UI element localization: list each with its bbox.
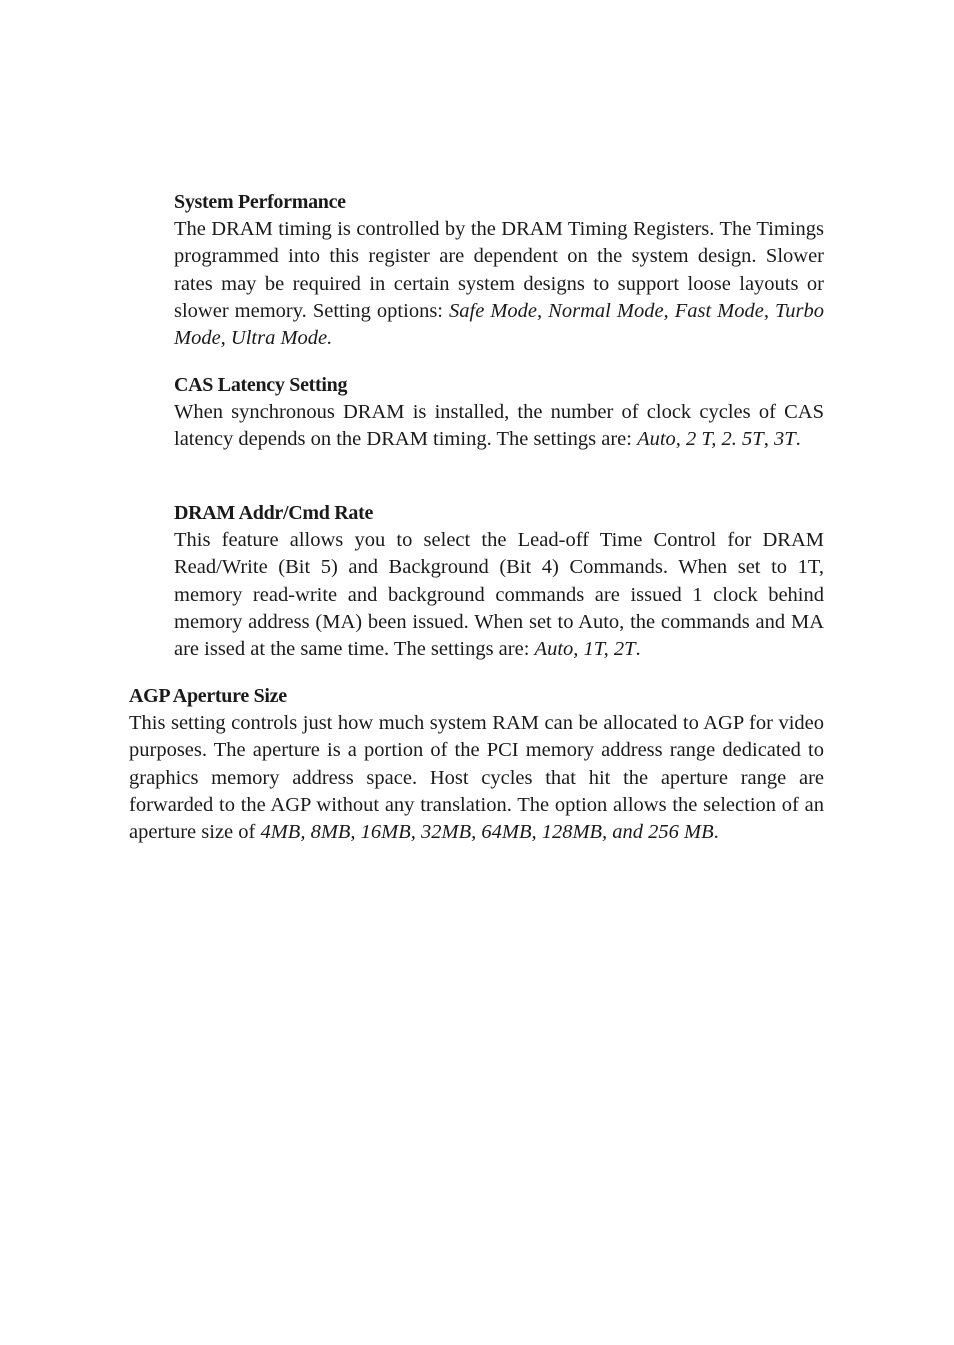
section-body xyxy=(174,527,824,663)
section-heading: System Performance xyxy=(174,191,346,213)
section-heading: AGP Aperture Size xyxy=(129,685,287,707)
section-heading: CAS Latency Setting xyxy=(174,374,348,396)
section-cas-latency xyxy=(174,372,824,454)
sentence-end: . xyxy=(795,428,801,451)
section-body xyxy=(174,399,824,454)
sentence-end: . xyxy=(635,638,641,661)
setting-options-tail: 3T xyxy=(773,428,796,451)
sentence-end: . xyxy=(713,821,719,844)
section-text: When synchronous DRAM is installed, the number of clock cycles of CAS latency depends on the DRAM timing. The settings are: xyxy=(174,401,824,451)
section-agp-aperture-size xyxy=(129,683,824,846)
setting-options: Auto, 2 T, 2. 5T xyxy=(637,428,764,451)
options-separator: , xyxy=(763,428,774,451)
setting-options: Auto, 1T, 2T xyxy=(534,638,636,661)
section-text: This setting controls just how much system RAM can be allocated to AGP for video purposes. The aperture is a portion of the PCI memory address range dedicated to graphics memory address space. Host cycles that hit the aperture range are forwarded to the AGP without any translation. The option allows the selection of an aperture size of xyxy=(129,712,824,844)
section-heading: DRAM Addr/Cmd Rate xyxy=(174,502,374,524)
section-body xyxy=(129,710,824,846)
section-body xyxy=(174,216,824,352)
setting-options: Safe Mode, Normal Mode, Fast Mode, Turbo Mode, Ultra Mode. xyxy=(174,299,824,350)
section-system-performance xyxy=(174,189,824,352)
section-text: This feature allows you to select the Lead-off Time Control for DRAM Read/Write (Bit 5) and Background (Bit 4) Commands. When set to 1T, memory read-write and background commands are issued 1 clock behind memory address (MA) been issued. When set to Auto, the commands and MA are issed at the same time. The settings are: xyxy=(174,529,824,661)
section-dram-addr-cmd-rate xyxy=(174,500,824,663)
setting-options: 4MB, 8MB, 16MB, 32MB, 64MB, 128MB, and 256 MB xyxy=(260,821,714,844)
section-text: The DRAM timing is controlled by the DRAM Timing Registers. The Timings programmed into this register are dependent on the system design. Slower rates may be required in certain system designs to support loose layouts or slower memory. Setting options: xyxy=(174,218,824,322)
